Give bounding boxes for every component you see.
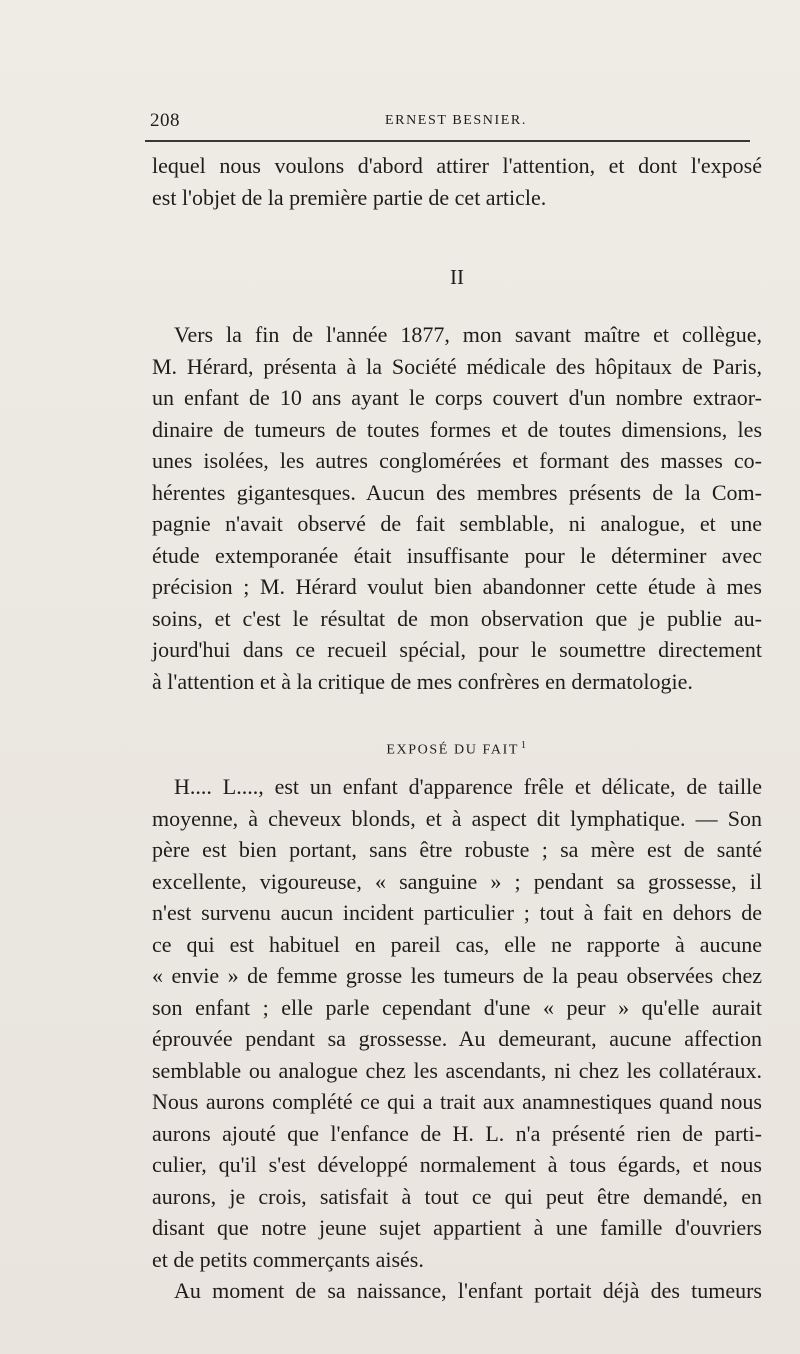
paragraph-1 xyxy=(152,319,762,697)
text-line: soins, et c'est le résultat de mon observation que je publie au- xyxy=(152,605,762,631)
text-line: Au moment de sa naissance, l'enfant portait déjà des tumeurs xyxy=(174,1278,762,1303)
text-line: excellente, vigoureuse, « sanguine » ; pendant sa grossesse, il xyxy=(152,868,762,894)
text-line: n'est survenu aucun incident particulier ; tout à fait en dehors de xyxy=(152,900,762,925)
text-line: moyenne, à cheveux blonds, et à aspect dit lymphatique. — Son xyxy=(152,805,762,831)
text-line: est l'objet de la première partie de cet article. xyxy=(152,184,547,210)
text-line: lequel nous voulons d'abord attirer l'attention, et dont l'exposé xyxy=(152,153,762,178)
text-line: aurons ajouté que l'enfance de H. L. n'a présenté rien de parti- xyxy=(152,1120,762,1146)
footnote-mark: 1 xyxy=(520,740,528,751)
text-line: jourd'hui dans ce recueil spécial, pour le soumettre directement xyxy=(152,637,762,662)
text-line: père est bien portant, sans être robuste ; sa mère est de santé xyxy=(152,837,762,862)
intro-paragraph xyxy=(152,150,762,213)
text-line: dinaire de tumeurs de toutes formes et de toutes dimensions, les xyxy=(152,416,762,442)
text-line: hérentes gigantesques. Aucun des membres présents de la Com- xyxy=(152,479,762,505)
text-line: précision ; M. Hérard voulut bien abandonner cette étude à mes xyxy=(152,574,762,599)
header-rule xyxy=(145,140,750,142)
text-line: disant que notre jeune sujet appartient à une famille d'ouvriers xyxy=(152,1215,762,1240)
text-line: M. Hérard, présenta à la Société médicale des hôpitaux de Paris, xyxy=(152,353,762,379)
text-line: son enfant ; elle parle cependant d'une « peur » qu'elle aurait xyxy=(152,994,762,1020)
text-line: Vers la fin de l'année 1877, mon savant maître et collègue, xyxy=(174,322,762,347)
subsection-title: EXPOSÉ DU FAIT xyxy=(386,742,519,758)
text-line: « envie » de femme grosse les tumeurs de la peau observées chez xyxy=(152,963,762,988)
text-line: pagnie n'avait observé de fait semblable, ni analogue, et une xyxy=(152,511,762,536)
text-line: éprouvée pendant sa grossesse. Au demeurant, aucune affection xyxy=(152,1026,762,1051)
text-line: et de petits commerçants aisés. xyxy=(152,1246,424,1272)
paragraph-3 xyxy=(152,1275,762,1307)
text-line: semblable ou analogue chez les ascendants, ni chez les collatéraux. xyxy=(152,1057,762,1083)
running-title: ERNEST BESNIER. xyxy=(385,113,527,128)
text-line: ce qui est habituel en pareil cas, elle ne rapporte à aucune xyxy=(152,931,762,957)
running-head xyxy=(150,110,750,136)
subsection-heading xyxy=(152,731,762,761)
text-line: unes isolées, les autres conglomérées et formant des masses co- xyxy=(152,448,762,473)
text-line: un enfant de 10 ans ayant le corps couvert d'un nombre extraor- xyxy=(152,385,762,410)
text-line: H.... L...., est un enfant d'apparence frêle et délicate, de taille xyxy=(174,774,762,799)
section-numeral: II xyxy=(450,265,464,289)
text-line: Nous aurons complété ce qui a trait aux anamnestiques quand nous xyxy=(152,1089,762,1114)
paragraph-2 xyxy=(152,771,762,1275)
page-number: 208 xyxy=(150,110,180,131)
text-line: à l'attention et à la critique de mes confrères en dermatologie. xyxy=(152,668,693,694)
text-line: étude extemporanée était insuffisante pour le déterminer avec xyxy=(152,542,762,568)
text-line: aurons, je crois, satisfait à tout ce qui peut être demandé, en xyxy=(152,1183,762,1209)
text-line: culier, qu'il s'est développé normalement à tous égards, et nous xyxy=(152,1152,762,1177)
body-text xyxy=(152,150,762,1307)
